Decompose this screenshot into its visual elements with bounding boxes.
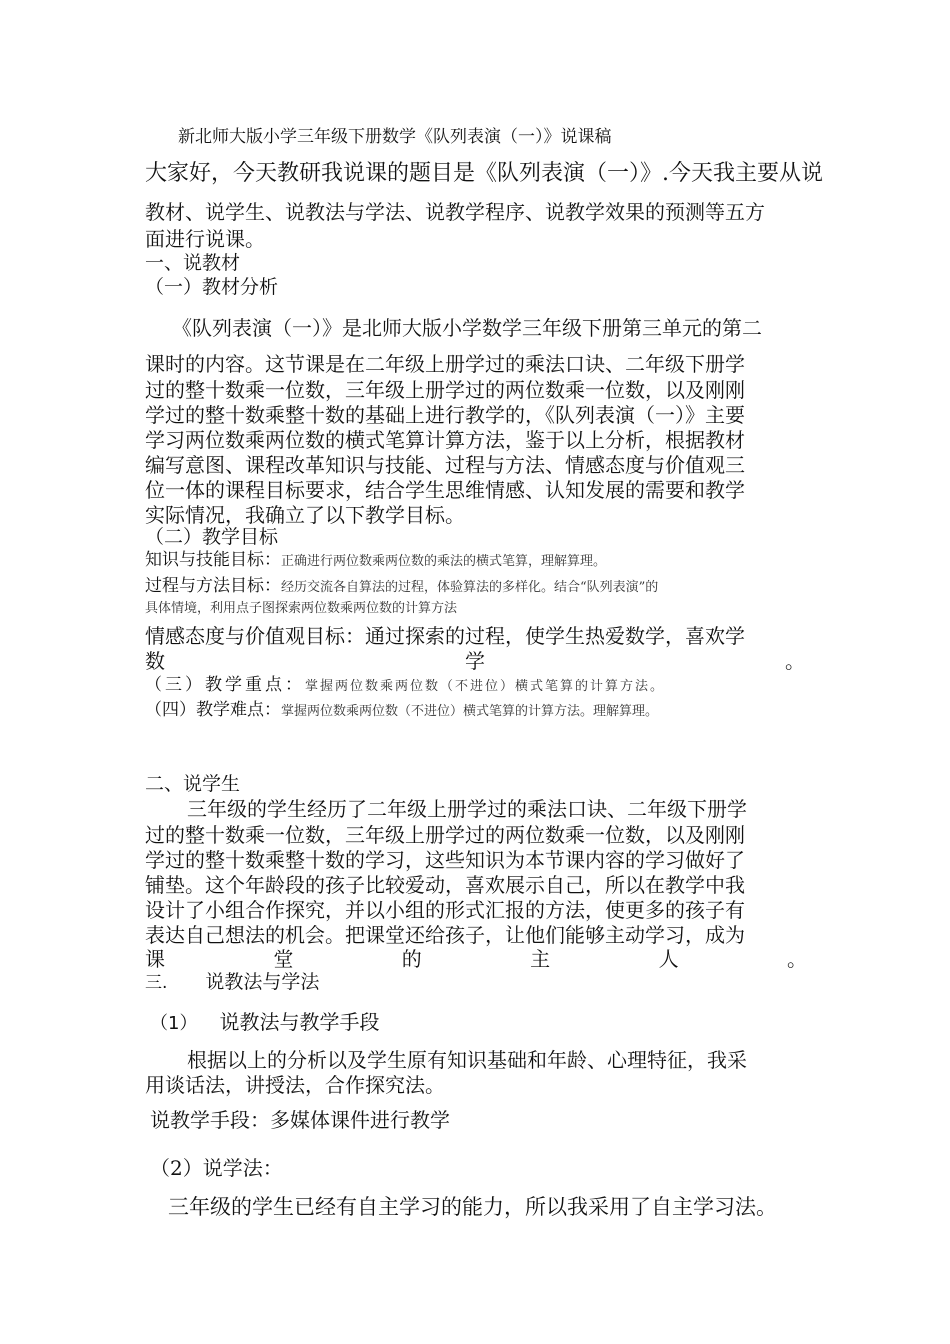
students-line-3: 学过的整十数乘整十数的学习，这些知识为本节课内容的学习做好了 (145, 848, 745, 872)
section-2-heading: 二、说学生 (145, 773, 241, 795)
key-point-label: （三）教学重点： (145, 675, 305, 695)
students-char: 的 (401, 947, 422, 971)
goal-1 (145, 550, 606, 571)
section-3-number: 三. (145, 973, 168, 993)
key-point (145, 675, 665, 696)
students-line-6: 表达自己想法的机会。把课堂还给孩子，让他们能够主动学习，成为 (145, 923, 745, 947)
section-3-heading (145, 971, 319, 995)
students-line-1: 三年级的学生经历了二年级上册学过的乘法口诀、二年级下册学 (187, 797, 747, 821)
section-3-sub-1-number: （1） (150, 1013, 198, 1034)
goal-2 (145, 576, 658, 597)
goal-3-char: 数 (145, 649, 165, 673)
section-1-sub-2: （二）教学目标 (145, 526, 279, 548)
goal-2-label: 过程与方法目标： (145, 576, 281, 596)
students-line-2: 过的整十数乘一位数，三年级上册学过的两位数乘一位数，以及刚刚 (145, 823, 745, 847)
goal-3-line-2 (145, 649, 805, 674)
section-3-sub-1-title: 说教法与教学手段 (219, 1010, 380, 1034)
analysis-line-1: 《队列表演（一）》是北师大版小学数学三年级下册第三单元的第二 (172, 316, 762, 340)
difficulty-text: 掌握两位数乘两位数（不进位）横式笔算的计算方法。理解算理。 (281, 704, 659, 719)
section-1-sub-1: （一）教材分析 (145, 276, 279, 298)
analysis-line-6: 编写意图、课程改革知识与技能、过程与方法、情感态度与价值观三 (145, 453, 745, 477)
goal-1-label: 知识与技能目标： (145, 550, 281, 570)
students-char: 主 (530, 947, 551, 971)
analysis-line-5: 学习两位数乘两位数的横式笔算计算方法，鉴于以上分析，根据教材 (145, 428, 745, 452)
students-char: 课 (145, 947, 165, 971)
goal-3-char: 。 (785, 649, 805, 673)
students-line-5: 设计了小组合作探究，并以小组的形式汇报的方法，使更多的孩子有 (145, 898, 745, 922)
document-title: 新北师大版小学三年级下册数学《队列表演（一）》说课稿 (178, 127, 612, 147)
key-point-text: 掌握两位数乘两位数（不进位）横式笔算的计算方法。 (305, 679, 666, 694)
goal-2-text-2: 具体情境，利用点子图探索两位数乘两位数的计算方法 (145, 601, 458, 616)
students-line-4: 铺垫。这个年龄段的孩子比较爱动，喜欢展示自己，所以在教学中我 (145, 873, 745, 897)
method-line-1: 根据以上的分析以及学生原有知识基础和年龄、心理特征，我采 (187, 1048, 747, 1072)
intro-line-3: 面进行说课。 (145, 227, 265, 251)
difficulty-label: （四）教学难点： (145, 700, 281, 720)
intro-line-2: 教材、说学生、说教法与学法、说教学程序、说教学效果的预测等五方 (145, 200, 765, 224)
goal-1-text: 正确进行两位数乘两位数的乘法的横式笔算，理解算理。 (281, 554, 607, 569)
section-1-heading: 一、说教材 (145, 252, 241, 274)
students-line-7 (145, 947, 807, 972)
goal-2-text: 经历交流各自算法的过程，体验算法的多样化。结合“队列表演”的 (281, 580, 659, 595)
analysis-line-2: 课时的内容。这节课是在二年级上册学过的乘法口诀、二年级下册学 (145, 352, 745, 376)
analysis-line-4: 学过的整十数乘整十数的基础上进行教学的，《队列表演（一）》主要 (145, 403, 745, 427)
teaching-means: 说教学手段：多媒体课件进行教学 (150, 1108, 450, 1132)
section-3-sub-2: （2）说学法： (150, 1156, 283, 1180)
analysis-line-3: 过的整十数乘一位数，三年级上册学过的两位数乘一位数，以及刚刚 (145, 378, 745, 402)
learning-method-line: 三年级的学生已经有自主学习的能力，所以我采用了自主学习法。 (168, 1195, 777, 1219)
students-char: 堂 (273, 947, 294, 971)
students-char: 人 (658, 947, 679, 971)
section-3-sub-1 (150, 1010, 379, 1036)
students-char: 。 (786, 947, 807, 971)
section-3-title: 说教法与学法 (205, 971, 320, 993)
goal-3-char: 学 (465, 649, 485, 673)
difficulty (145, 700, 658, 721)
intro-line-1: 大家好，今天教研我说课的题目是《队列表演（一）》.今天我主要从说 (145, 161, 823, 186)
method-line-2: 用谈话法，讲授法，合作探究法。 (145, 1073, 445, 1097)
analysis-line-7: 位一体的课程目标要求，结合学生思维情感、认知发展的需要和教学 (145, 478, 745, 502)
goal-3-line-1: 情感态度与价值观目标：通过探索的过程，使学生热爱数学，喜欢学 (145, 624, 745, 648)
analysis-line-8: 实际情况，我确立了以下教学目标。 (145, 503, 465, 527)
